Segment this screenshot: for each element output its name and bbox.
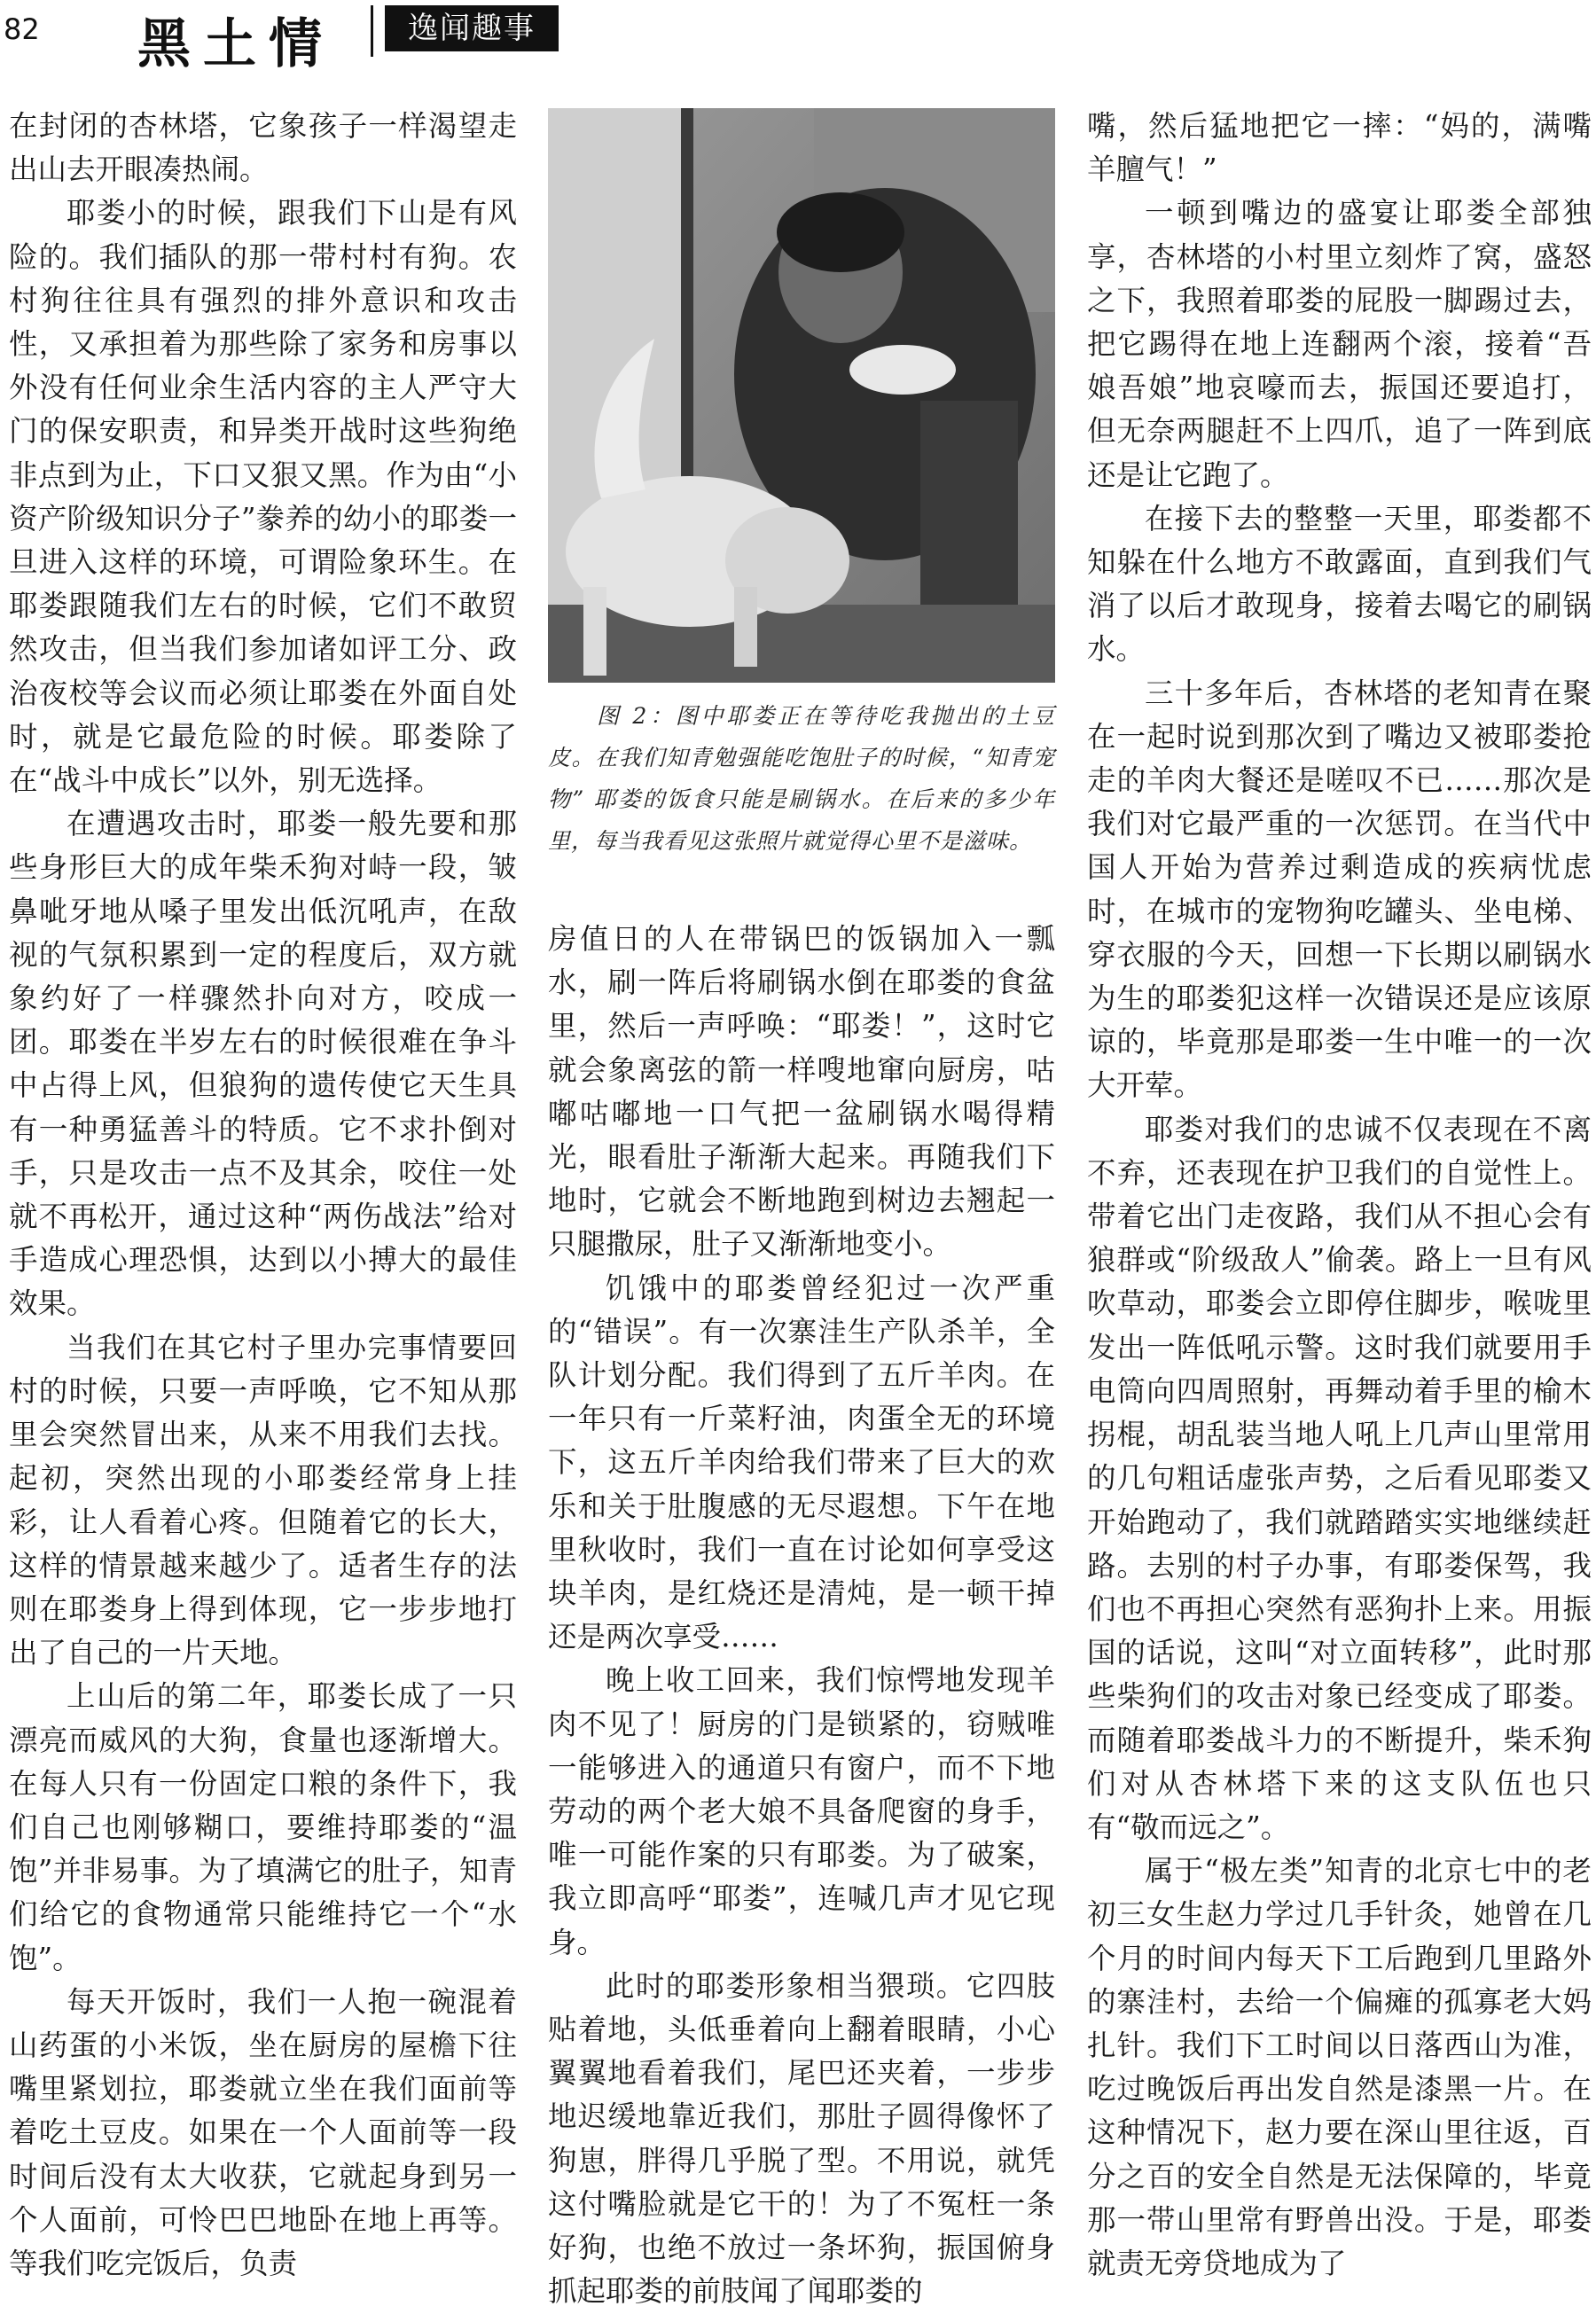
paragraph: 晚上收工回来，我们惊愕地发现羊肉不见了！厨房的门是锁紧的，窃贼唯一能够进入的通道只有窗户，而不下地劳动的两个老大娘不具备爬窗的身手，唯一可能作案的只有耶娄。为了破案，我立即高呼“耶娄”，连喊几声才见它现身。 bbox=[548, 1663, 1055, 1959]
paragraph: 饥饿中的耶娄曾经犯过一次严重的“错误”。有一次寨洼生产队杀羊，全队计划分配。我们得到了五斤羊肉。在一年只有一斤菜籽油，肉蛋全无的环境下，这五斤羊肉给我们带来了巨大的欢乐和关于肚腹感的无尽遐想。下午在地里秋收时，我们一直在讨论如何享受这块羊肉，是红烧还是清炖，是一顿干掉还是两次享受…… bbox=[548, 1270, 1055, 1654]
photo-caption bbox=[548, 695, 1055, 862]
paragraph: 在遭遇攻击时，耶娄一般先要和那些身形巨大的成年柴禾狗对峙一段，皱鼻呲牙地从嗓子里发出低沉吼声，在敌视的气氛积累到一定的程度后，双方就象约好了一样骤然扑向对方，咬成一团。耶娄在半岁左右的时候很难在争斗中占得上风，但狼狗的遗传使它天生具有一种勇猛善斗的特质。它不求扑倒对手，只是攻击一点不及其余，咬住一处就不再松开，通过这种“两伤战法”给对手造成心理恐惧，达到以小搏大的最佳效果。 bbox=[9, 807, 517, 1321]
paragraph: 当我们在其它村子里办完事情要回村的时候，只要一声呼唤，它不知从那里会突然冒出来，从来不用我们去找。起初，突然出现的小耶娄经常身上挂彩，让人看着心疼。但随着它的长大，这样的情景越来越少了。适者生存的法则在耶娄身上得到体现，它一步步地打出了自己的一片天地。 bbox=[9, 1330, 517, 1670]
paragraph: 在封闭的杏林塔，它象孩子一样渴望走出山去开眼凑热闹。 bbox=[9, 109, 517, 187]
paragraph: 此时的耶娄形象相当猥琐。它四肢贴着地，头低垂着向上翻着眼睛，小心翼翼地看着我们，尾巴还夹着，一步步地迟缓地靠近我们，那肚子圆得像怀了狗崽，胖得几乎脱了型。不用说，就凭这付嘴脸就是它干的！为了不冤枉一条好狗，也绝不放过一条坏狗，振国俯身抓起耶娄的前肢闻了闻耶娄的 bbox=[548, 1968, 1055, 2309]
paragraph: 三十多年后，杏林塔的老知青在聚在一起时说到那次到了嘴边又被耶娄抢走的羊肉大餐还是嗟叹不已……那次是我们对它最严重的一次惩罚。在当代中国人开始为营养过剩造成的疾病忧虑时，在城市的宠物狗吃罐头、坐电梯、穿衣服的今天，回想一下长期以刷锅水为生的耶娄犯这样一次错误还是应该原谅的，毕竟那是耶娄一生中唯一的一次大开荤。 bbox=[1087, 676, 1592, 1103]
paragraph: 房值日的人在带锅巴的饭锅加入一瓢水，刷一阵后将刷锅水倒在耶娄的食盆里，然后一声呼唤：“耶娄！”，这时它就会象离弦的箭一样嗖地窜向厨房，咕嘟咕嘟地一口气把一盆刷锅水喝得精光，眼看肚子渐渐大起来。再随我们下地时，它就会不断地跑到树边去翘起一只腿撒尿，肚子又渐渐地变小。 bbox=[548, 922, 1055, 1262]
magazine-title: 黑土情 bbox=[137, 13, 334, 75]
article-column-middle bbox=[548, 918, 1055, 2309]
page-header bbox=[0, 0, 1596, 75]
paragraph: 耶娄小的时候，跟我们下山是有风险的。我们插队的那一带村村有狗。农村狗往往具有强烈的排外意识和攻击性，又承担着为那些除了家务和房事以外没有任何业余生活内容的主人严守大门的保安职责，和异类开战时这些狗绝非点到为止，下口又狠又黑。作为由“小资产阶级知识分子”豢养的幼小的耶娄一旦进入这样的环境，可谓险象环生。在耶娄跟随我们左右的时候，它们不敢贸然攻击，但当我们参加诸如评工分、政治夜校等会议而必须让耶娄在外面自处时，就是它最危险的时候。耶娄除了在“战斗中成长”以外，别无选择。 bbox=[9, 196, 517, 798]
paragraph: 在接下去的整整一天里，耶娄都不知躲在什么地方不敢露面，直到我们气消了以后才敢现身，接着去喝它的刷锅水。 bbox=[1087, 501, 1592, 667]
paragraph: 一顿到嘴边的盛宴让耶娄全部独享，杏林塔的小村里立刻炸了窝，盛怒之下，我照着耶娄的屁股一脚踢过去，把它踢得在地上连翻两个滚，接着“吾娘吾娘”地哀嚎而去，振国还要追打，但无奈两腿赶不上四爪，追了一阵到底还是让它跑了。 bbox=[1087, 196, 1592, 492]
article-column-left bbox=[9, 105, 517, 2290]
caption-text: 图 2：图中耶娄正在等待吃我抛出的土豆皮。在我们知青勉强能吃饱肚子的时候，“知青宠物” 耶娄的饭食只能是刷锅水。在后来的多少年里，每当我看见这张照片就觉得心里不是滋味。 bbox=[548, 703, 1055, 854]
paragraph: 嘴，然后猛地把它一摔：“妈的，满嘴羊膻气！” bbox=[1087, 109, 1592, 187]
paragraph: 耶娄对我们的忠诚不仅表现在不离不弃，还表现在护卫我们的自觉性上。带着它出门走夜路，我们从不担心会有狼群或“阶级敌人”偷袭。路上一旦有风吹草动，耶娄会立即停住脚步，喉咙里发出一阵低吼示警。这时我们就要用手电筒向四周照射，再舞动着手里的榆木拐棍，胡乱装当地人吼上几声山里常用的几句粗话虚张声势，之后看见耶娄又开始跑动了，我们就踏踏实实地继续赶路。去别的村子办事，有耶娄保驾，我们也不再担心突然有恶狗扑上来。用振国的话说，这叫“对立面转移”，此时那些柴狗们的攻击对象已经变成了耶娄。而随着耶娄战斗力的不断提升，柴禾狗们对从杏林塔下来的这支队伍也只有“敬而远之”。 bbox=[1087, 1112, 1592, 1844]
page-number: 82 bbox=[4, 12, 40, 46]
article-column-right bbox=[1087, 105, 1592, 2290]
header-divider bbox=[371, 5, 373, 57]
section-label: 逸闻趣事 bbox=[385, 5, 559, 51]
paragraph: 属于“极左类”知青的北京七中的老初三女生赵力学过几手针灸，她曾在几个月的时间内每天下工后跑到几里路外的寨洼村，去给一个偏瘫的孤寡老大妈扎针。我们下工时间以日落西山为准，吃过晚饭后再出发自然是漆黑一片。在这种情况下，赵力要在深山里往返，百分之百的安全自然是无法保障的，毕竟那一带山里常有野兽出没。于是，耶娄就责无旁贷地成为了 bbox=[1087, 1854, 1592, 2280]
paragraph: 每天开饭时，我们一人抱一碗混着山药蛋的小米饭，坐在厨房的屋檐下往嘴里紧划拉，耶娄就立坐在我们面前等着吃土豆皮。如果在一个人面前等一段时间后没有太大收获，它就起身到另一个人面前，可怜巴巴地卧在地上再等。等我们吃完饭后，负责 bbox=[9, 1984, 517, 2280]
photo-boy-eating-with-dog bbox=[548, 108, 1055, 683]
paragraph: 上山后的第二年，耶娄长成了一只漂亮而威风的大狗，食量也逐渐增大。在每人只有一份固定口粮的条件下，我们自己也刚够糊口，要维持耶娄的“温饱”并非易事。为了填满它的肚子，知青们给它的食物通常只能维持它一个“水饱”。 bbox=[9, 1679, 517, 1975]
